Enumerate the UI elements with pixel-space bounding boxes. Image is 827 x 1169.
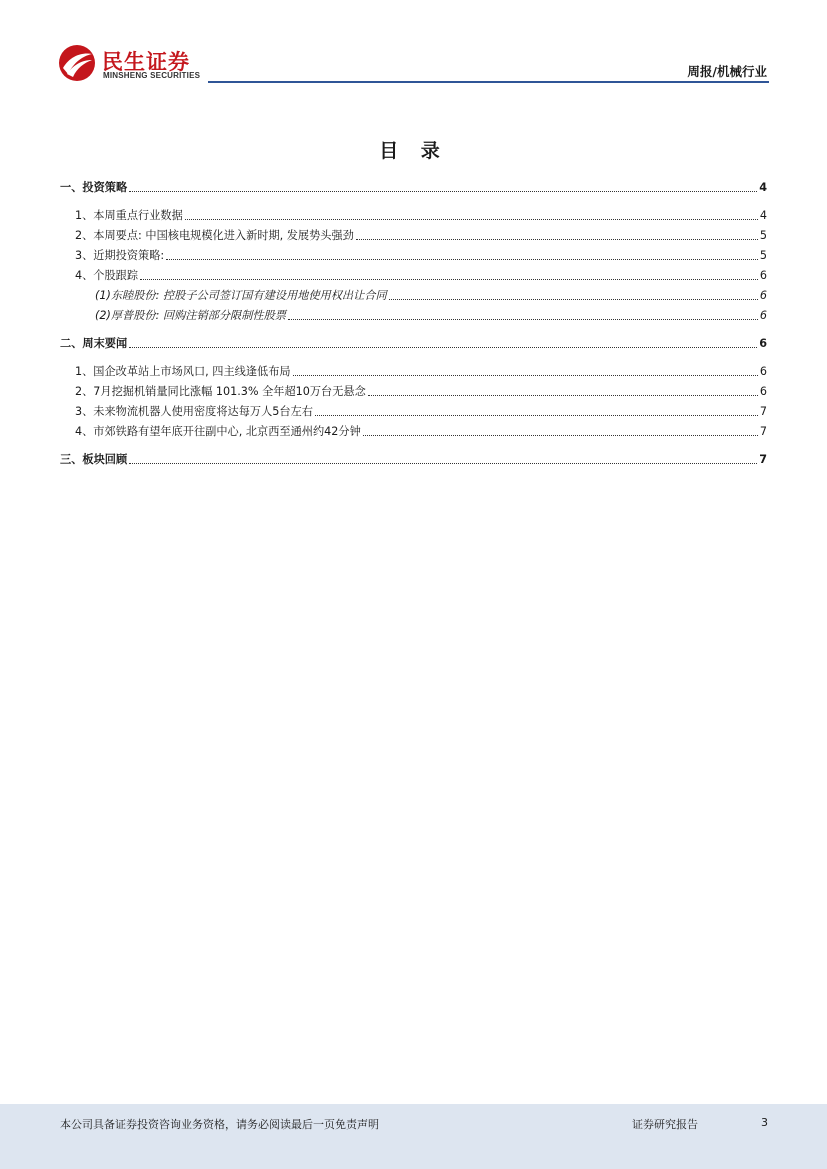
footer-report-type: 证券研究报告 (632, 1118, 698, 1131)
minsheng-logo-icon (58, 44, 96, 82)
toc-entry-suburban-railway[interactable] (60, 421, 767, 439)
toc-entry-label: 二、周末要闻 (60, 337, 128, 350)
toc-leader-dots (129, 190, 757, 192)
page-header (0, 0, 827, 90)
toc-entry-houpu[interactable] (60, 305, 767, 323)
toc-entry-label: 2、7月挖掘机销量同比涨幅 101.3% 全年超10万台无悬念 (75, 385, 366, 398)
toc-leader-dots (368, 394, 758, 396)
toc-entry-sector-review[interactable] (60, 449, 767, 467)
toc-entry-page: 7 (759, 453, 767, 466)
toc-entry-label: 3、近期投资策略: (75, 249, 165, 262)
minsheng-logo (58, 44, 208, 84)
toc-entry-label: 三、板块回顾 (60, 453, 128, 466)
toc-entry-label: 3、未来物流机器人使用密度将达每万人5台左右 (75, 405, 313, 418)
toc-entry-page: 5 (759, 249, 767, 262)
toc-entry-page: 7 (759, 425, 767, 438)
toc-entry-page: 6 (759, 385, 767, 398)
toc-entry-page: 6 (759, 269, 767, 282)
toc-entry-label: 1、国企改革站上市场风口, 四主线逢低布局 (75, 365, 291, 378)
logo-english-name: MINSHENG SECURITIES (103, 71, 201, 80)
toc-entry-label: (2)厚普股份: 回购注销部分限制性股票 (95, 309, 286, 322)
page-footer (0, 1104, 827, 1169)
toc-entry-label: (1)东睦股份: 控股子公司签订国有建设用地使用权出让合同 (95, 289, 387, 302)
toc-entry-page: 6 (759, 337, 767, 350)
toc-leader-dots (140, 278, 758, 280)
toc-entry-page: 6 (759, 309, 767, 322)
toc-leader-dots (363, 434, 758, 436)
header-rule (208, 81, 769, 83)
footer-disclaimer: 本公司具备证券投资咨询业务资格，请务必阅读最后一页免责声明 (60, 1118, 379, 1131)
toc-entry-weekly-data[interactable] (60, 205, 767, 223)
page-number: 3 (761, 1116, 768, 1129)
toc-entry-label: 4、个股跟踪 (75, 269, 139, 282)
toc-entry-recent-strategy[interactable] (60, 245, 767, 263)
toc-entry-excavator-sales[interactable] (60, 381, 767, 399)
toc-leader-dots (315, 414, 758, 416)
toc-leader-dots (129, 462, 757, 464)
toc-entry-page: 6 (759, 365, 767, 378)
toc-leader-dots (185, 218, 758, 220)
toc-entry-weekly-highlight[interactable] (60, 225, 767, 243)
toc-entry-stock-tracking[interactable] (60, 265, 767, 283)
toc-leader-dots (166, 258, 758, 260)
toc-entry-weekend-news[interactable] (60, 333, 767, 351)
toc-entry-label: 2、本周要点: 中国核电规模化进入新时期, 发展势头强劲 (75, 229, 354, 242)
toc-entry-page: 4 (759, 209, 767, 222)
toc-entry-page: 4 (759, 181, 767, 194)
toc-leader-dots (389, 298, 758, 300)
toc-entry-logistics-robots[interactable] (60, 401, 767, 419)
report-category-tag: 周报/机械行业 (687, 64, 767, 79)
toc-entry-page: 6 (759, 289, 767, 302)
toc-entry-label: 1、本周重点行业数据 (75, 209, 183, 222)
toc-entry-investment-strategy[interactable] (60, 177, 767, 195)
toc-entry-soe-reform[interactable] (60, 361, 767, 379)
toc-entry-page: 5 (759, 229, 767, 242)
toc-leader-dots (356, 238, 758, 240)
toc-entry-label: 一、投资策略 (60, 181, 128, 194)
toc-entry-label: 4、市郊铁路有望年底开往副中心, 北京西至通州约42分钟 (75, 425, 361, 438)
toc-leader-dots (293, 374, 758, 376)
toc-entry-dongmu[interactable] (60, 285, 767, 303)
toc-leader-dots (288, 318, 758, 320)
toc-title: 目 录 (379, 140, 448, 162)
toc-entry-page: 7 (759, 405, 767, 418)
toc-leader-dots (129, 346, 757, 348)
logo-chinese-name: 民生证券 (102, 50, 190, 74)
